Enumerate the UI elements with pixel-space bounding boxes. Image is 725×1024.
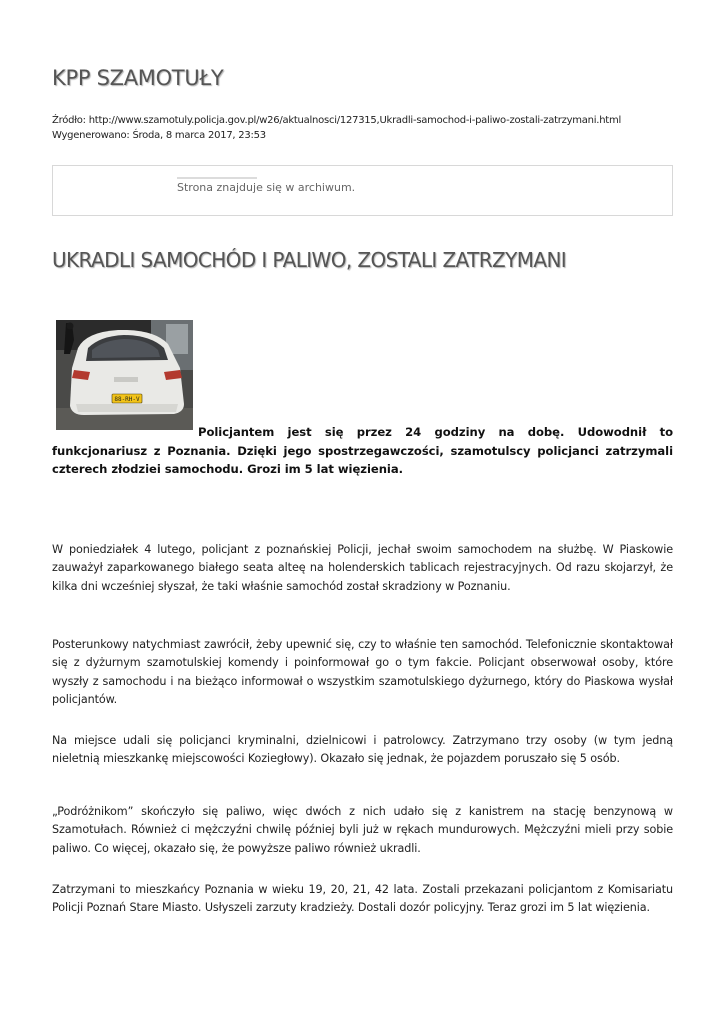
archive-divider	[177, 177, 257, 179]
article-paragraph-1: W poniedziałek 4 lutego, policjant z poznańskiej Policji, jechał swoim samochodem na służbę. W Piaskowie zauważył zaparkowanego białego seata alteę na holenderskich tablicach rejestracyjnych. Od razu skojarzył, że kilka dni wcześniej słyszał, że taki właśnie samochód został skradziony w Poznaniu.	[52, 543, 673, 593]
car-photo-image	[56, 320, 193, 430]
site-title: KPP SZAMOTUŁY	[52, 66, 224, 90]
article-paragraph-5: Zatrzymani to mieszkańcy Poznania w wieku 19, 20, 21, 42 lata. Zostali przekazani policjantom z Komisariatu Policji Poznań Stare Miasto. Usłyszeli zarzuty kradzieży. Dostali dozór policyjny. Teraz grozi im 5 lat więzienia.	[52, 883, 673, 915]
source-line: Źródło: http://www.szamotuly.policja.gov.pl/w26/aktualnosci/127315,Ukradli-samochod-i-paliwo-zostali-zatrzymani.html	[52, 115, 621, 126]
article-paragraph-4: „Podróżnikom” skończyło się paliwo, więc dwóch z nich udało się z kanistrem na stację benzynową w Szamotułach. Również ci mężczyźni chwilę później byli już w rękach mundurowych. Mężczyźni mieli przy sobie paliwo. Co więcej, okazało się, że powyższe paliwo również ukradli.	[52, 805, 673, 855]
article-paragraph-2: Posterunkowy natychmiast zawrócił, żeby upewnić się, czy to właśnie ten samochód. Telefonicznie skontaktował się z dyżurnym szamotulskiej komendy i poinformował go o tym fakcie. Policjant obserwował osoby, które wyszły z samochodu i na bieżąco informował o wszystkim szamotulskiego dyżurnego, który do Piaskowa wysłał policjantów.	[52, 638, 673, 707]
article-title: UKRADLI SAMOCHÓD I PALIWO, ZOSTALI ZATRZYMANI	[52, 248, 567, 272]
article-paragraph-3: Na miejsce udali się policjanci kryminalni, dzielnicowi i patrolowcy. Zatrzymano trzy osoby (w tym jedną nieletnią mieszkankę miejscowości Koziegłowy). Okazało się jednak, że pojazdem poruszało się 5 osób.	[52, 734, 673, 766]
document-meta	[52, 114, 621, 143]
article-photo	[56, 320, 193, 430]
lead-text: Policjantem jest się przez 24 godziny na dobę. Udowodnił to funkcjonariusz z Poznania. Dzięki jego spostrzegawczości, szamotulscy policjanci zatrzymali czterech złodziei samochodu. Grozi im 5 lat więzienia.	[52, 425, 673, 476]
archive-notice-text: Strona znajduje się w archiwum.	[177, 181, 356, 194]
generated-line: Wygenerowano: Środa, 8 marca 2017, 23:53	[52, 129, 266, 141]
archive-notice-box	[52, 165, 673, 216]
article-lead	[52, 423, 673, 479]
license-plate-text: 88-RH-V	[114, 396, 140, 403]
